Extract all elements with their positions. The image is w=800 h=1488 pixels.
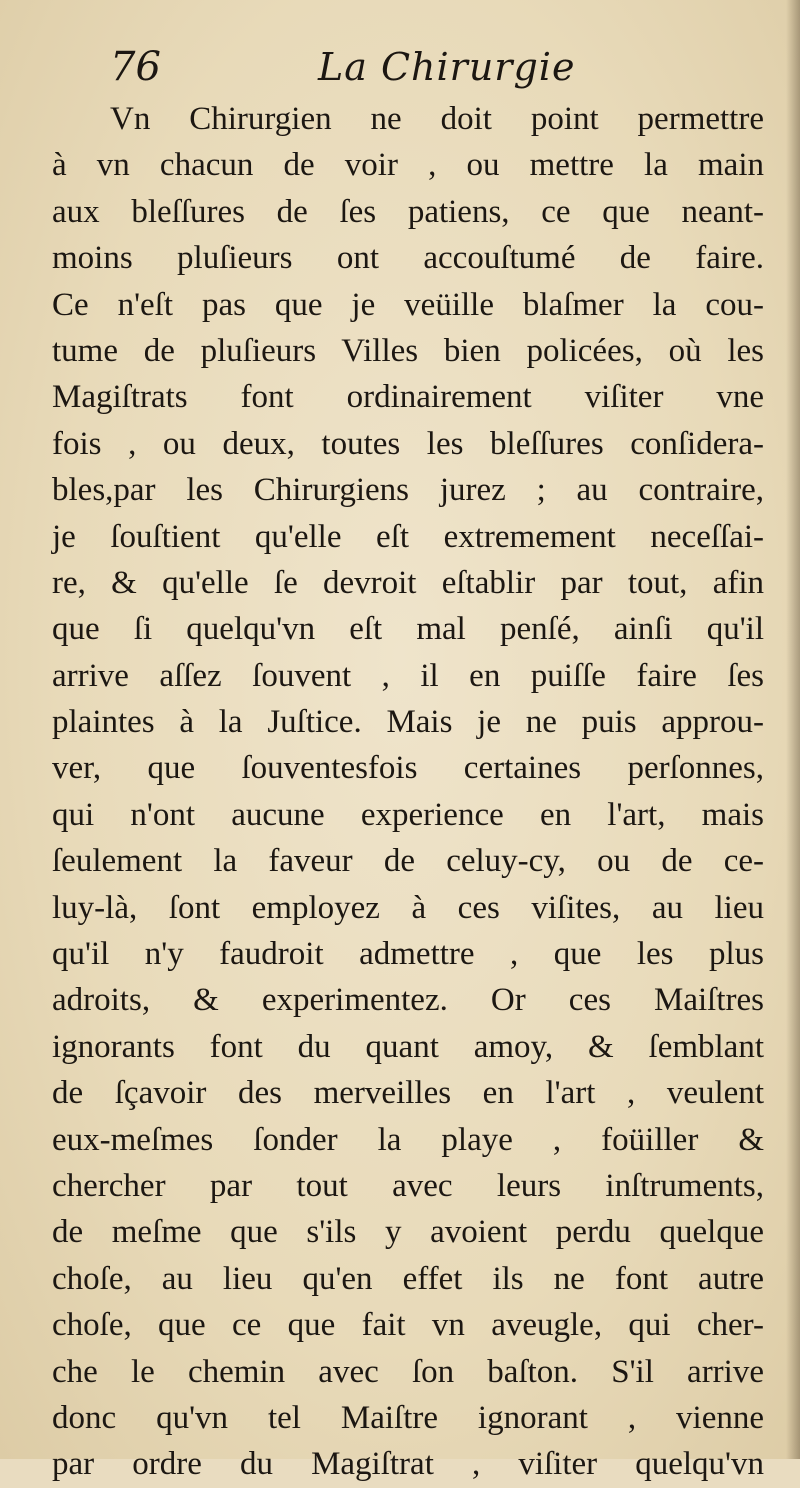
text-line: choſe, au lieu qu'en effet ils ne font autre <box>52 1260 764 1297</box>
text-line: par ordre du Magiſtrat , viſiter quelqu'vn <box>52 1446 764 1483</box>
text-line: à vn chacun de voir , ou mettre la main <box>52 147 764 184</box>
text-line: Vn Chirurgien ne doit point permettre <box>110 101 764 137</box>
text-line: donc qu'vn tel Maiſtre ignorant , vienne <box>52 1399 764 1436</box>
running-title: La Chirurgie <box>318 45 576 89</box>
text-line: que ſi quelqu'vn eſt mal penſé, ainſi qu'il <box>52 611 764 648</box>
text-line: aux bleſſures de ſes patiens, ce que neant- <box>52 193 764 230</box>
text-line: bles,par les Chirurgiens jurez ; au contraire, <box>52 472 764 509</box>
text-line: tume de pluſieurs Villes bien policées, où les <box>52 332 764 369</box>
text-line: arrive aſſez ſouvent , il en puiſſe faire ſes <box>52 657 764 694</box>
body-text <box>52 96 764 1488</box>
text-line: je ſouſtient qu'elle eſt extremement neceſſai- <box>52 518 764 555</box>
text-line: plaintes à la Juſtice. Mais je ne puis approu- <box>52 704 764 741</box>
text-line: chercher par tout avec leurs inſtruments, <box>52 1167 764 1204</box>
text-line: ignorants font du quant amoy, & ſemblant <box>52 1028 764 1065</box>
text-line: ſeulement la faveur de celuy-cy, ou de ce- <box>52 843 764 880</box>
page-header <box>110 42 752 92</box>
text-line: choſe, que ce que fait vn aveugle, qui cher- <box>52 1307 764 1344</box>
text-line: adroits, & experimentez. Or ces Maiſtres <box>52 982 764 1019</box>
text-line: luy-là, ſont employez à ces viſites, au lieu <box>52 889 764 926</box>
text-line: Ce n'eſt pas que je veüille blaſmer la cou- <box>52 286 764 323</box>
text-line: che le chemin avec ſon baſton. S'il arrive <box>52 1353 764 1390</box>
text-line: Magiſtrats font ordinairement viſiter vne <box>52 379 764 416</box>
text-line: de ſçavoir des merveilles en l'art , veulent <box>52 1075 764 1112</box>
text-line: fois , ou deux, toutes les bleſſures conſidera- <box>52 425 764 462</box>
text-line: ver, que ſouventesfois certaines perſonnes, <box>52 750 764 787</box>
text-line: re, & qu'elle ſe devroit eſtablir par tout, afin <box>52 564 764 601</box>
page-number: 76 <box>110 44 161 90</box>
text-line: de meſme que s'ils y avoient perdu quelque <box>52 1214 764 1251</box>
text-line: qui n'ont aucune experience en l'art, mais <box>52 796 764 833</box>
text-line: eux-meſmes ſonder la playe , foüiller & <box>52 1121 764 1158</box>
text-line: qu'il n'y faudroit admettre , que les plus <box>52 936 764 973</box>
text-line: moins pluſieurs ont accouſtumé de faire. <box>52 240 764 277</box>
